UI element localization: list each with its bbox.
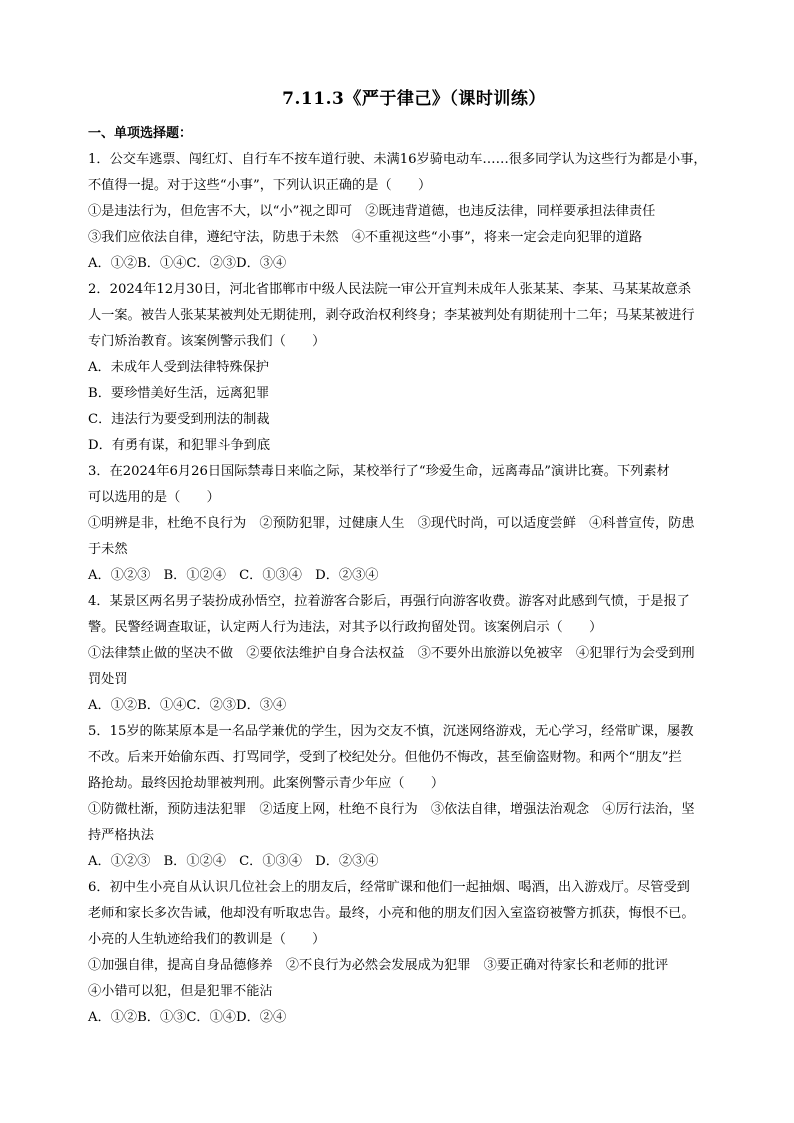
- question-option-line: ④小错可以犯，但是犯罪不能沾: [88, 984, 273, 999]
- question-answer-choices: A．未成年人受到法律特殊保护: [88, 360, 269, 375]
- question-answer-choices: C．违法行为要受到刑法的制裁: [88, 412, 270, 427]
- question-stem-line: 5．15岁的陈某原本是一名品学兼优的学生，因为交友不慎，沉迷网络游戏，无心学习，经常旷课，屡教: [88, 724, 694, 739]
- question-2: [88, 277, 740, 459]
- question-option-line: ①明辨是非，杜绝不良行为 ②预防犯罪，过健康人生 ③现代时尚，可以适度尝鲜 ④科普宣传，防患: [88, 516, 695, 531]
- question-option-line: ①加强自律，提高自身品德修养 ②不良行为必然会发展成为犯罪 ③要正确对待家长和老师的批评: [88, 958, 669, 973]
- question-stem-line: 警。民警经调查取证，认定两人行为违法，对其予以行政拘留处罚。该案例启示（ ）: [88, 620, 603, 635]
- question-answer-choices: B．要珍惜美好生活，远离犯罪: [88, 386, 270, 401]
- document-page: [88, 84, 740, 1031]
- question-stem-line: 专门矫治教育。该案例警示我们（ ）: [88, 334, 326, 349]
- question-option-line: ①防微杜渐，预防违法犯罪 ②适度上网，杜绝不良行为 ③依法自律，增强法治观念 ④厉行法治，坚: [88, 802, 695, 817]
- question-stem-line: 不改。后来开始偷东西、打骂同学，受到了校纪处分。但他仍不悔改，甚至偷盗财物。和两个“朋友”拦: [88, 750, 682, 765]
- section-heading: 一、单项选择题：: [88, 126, 193, 141]
- question-stem-line: 4．某景区两名男子装扮成孙悟空，拉着游客合影后，再强行向游客收费。游客对此感到气愤，于是报了: [88, 594, 690, 609]
- question-option-line: 罚处罚: [88, 672, 128, 687]
- question-5: [88, 719, 740, 875]
- document-title: 7.11.3《严于律己》（课时训练）: [282, 89, 546, 109]
- question-option-line: ①是违法行为，但危害不大，以“小”视之即可 ②既违背道德，也违反法律，同样要承担法律责任: [88, 204, 656, 219]
- question-6: [88, 875, 740, 1031]
- question-1: [88, 147, 740, 277]
- question-stem-line: 路抢劫。最终因抢劫罪被判刑。此案例警示青少年应（ ）: [88, 776, 445, 791]
- question-stem-line: 不值得一提。对于这些“小事”，下列认识正确的是（ ）: [88, 178, 432, 193]
- question-stem-line: 人一案。被告人张某某被判处无期徒刑，剥夺政治权利终身；李某被判处有期徒刑十二年；马某某被进行: [88, 308, 695, 323]
- question-option-line: ③我们应依法自律，遵纪守法，防患于未然 ④不重视这些“小事”，将来一定会走向犯罪的道路: [88, 230, 643, 245]
- question-stem-line: 可以选用的是（ ）: [88, 490, 220, 505]
- question-stem-line: 2．2024年12月30日，河北省邯郸市中级人民法院一审公开宣判未成年人张某某、李某、马某某故意杀: [88, 282, 692, 297]
- question-answer-choices: A．①②③ B．①②④ C．①③④ D．②③④: [88, 854, 379, 869]
- question-option-line: 于未然: [88, 542, 128, 557]
- question-answer-choices: A．①②B．①④C．②③D．③④: [88, 698, 287, 713]
- question-answer-choices: A．①②③ B．①②④ C．①③④ D．②③④: [88, 568, 379, 583]
- question-stem-line: 6．初中生小亮自从认识几位社会上的朋友后，经常旷课和他们一起抽烟、喝酒，出入游戏厅。尽管受到: [88, 880, 690, 895]
- question-answer-choices: A．①②B．①③C．①④D．②④: [88, 1010, 287, 1025]
- question-stem-line: 1．公交车逃票、闯红灯、自行车不按车道行驶、未满16岁骑电动车……很多同学认为这些行为都是小事，: [88, 152, 707, 167]
- question-option-line: ①法律禁止做的坚决不做 ②要依法维护自身合法权益 ③不要外出旅游以免被宰 ④犯罪行为会受到刑: [88, 646, 695, 661]
- question-answer-choices: D．有勇有谋，和犯罪斗争到底: [88, 438, 271, 453]
- question-stem-line: 老师和家长多次告诫，他却没有听取忠告。最终，小亮和他的朋友们因入室盗窃被警方抓获，悔恨不已。: [88, 906, 695, 921]
- question-stem-line: 小亮的人生轨迹给我们的教训是（ ）: [88, 932, 326, 947]
- question-stem-line: 3．在2024年6月26日国际禁毒日来临之际，某校举行了“珍爱生命，远离毒品”演讲比赛。下列素材: [88, 464, 670, 479]
- question-3: [88, 459, 740, 589]
- question-4: [88, 589, 740, 719]
- question-answer-choices: A．①②B．①④C．②③D．③④: [88, 256, 287, 271]
- question-option-line: 持严格执法: [88, 828, 154, 843]
